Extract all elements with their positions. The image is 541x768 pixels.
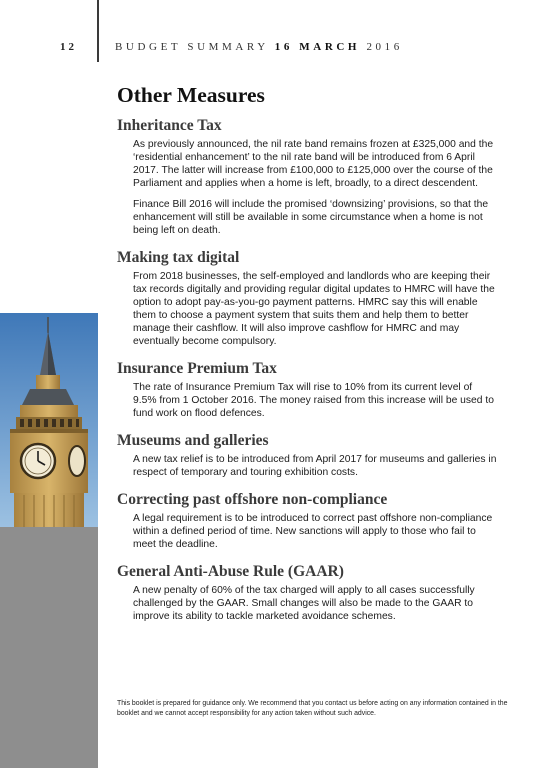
section-gaar [117,562,497,623]
section-inheritance-tax [117,116,497,237]
section-museums-and-galleries [117,431,497,479]
section-paragraph: From 2018 businesses, the self-employed and landlords who are keeping their tax records digitally and providing regular digital updates to HMRC will have the option to adopt pay-as-you-go payment patterns. HMRC say this will enable them to choose a payment system that suits them and help them to better manage their cashflow. It will also improve cashflow for HMRC and may eventually become compulsory. [133,271,495,347]
disclaimer: This booklet is prepared for guidance only. We recommend that you contact us before acting on any information contained in the booklet and we cannot accept responsibility for any action taken without such advice. [117,700,508,717]
header-divider [97,0,99,62]
section-paragraph: A new penalty of 60% of the tax charged will apply to all cases successfully challenged by the GAAR. Small changes will also be made to the GAAR to improve its ability to tackle marketed avoidance schemes. [133,585,475,622]
section-heading: Museums and galleries [117,432,269,449]
running-header-date: 16 MARCH [274,41,361,53]
side-panel [0,527,98,768]
running-header-year: 2016 [366,41,403,53]
section-heading: Insurance Premium Tax [117,360,277,377]
section-heading: General Anti-Abuse Rule (GAAR) [117,563,344,580]
running-header-title: BUDGET SUMMARY [115,41,269,53]
big-ben-photo [0,313,98,527]
section-paragraph: Finance Bill 2016 will include the promised ‘downsizing’ provisions, so that the enhancement will still be available in some circumstance when a home is not being left on death. [133,199,489,236]
section-paragraph: As previously announced, the nil rate band remains frozen at £325,000 and the ‘residential enhancement’ to the nil rate band will be introduced from 6 April 2017. The latter will increase from £100,000 to £125,000 over the course of the Parliament and applies when a home is left, broadly, to a direct descendent. [133,139,494,189]
section-paragraph: A new tax relief is to be introduced from April 2017 for museums and galleries in respect of temporary and touring exhibition costs. [133,454,497,478]
section-offshore-non-compliance [117,490,497,551]
section-paragraph: A legal requirement is to be introduced to correct past offshore non-compliance within a defined period of time. New sanctions will apply to those who fail to meet the deadline. [133,513,493,550]
section-paragraph: The rate of Insurance Premium Tax will rise to 10% from its current level of 9.5% from 1 October 2016. The money raised from this increase will be used to fund work on flood defences. [133,382,494,419]
section-heading: Making tax digital [117,249,240,266]
section-heading: Inheritance Tax [117,117,222,134]
page-title: Other Measures [117,83,265,107]
section-making-tax-digital [117,248,497,348]
main-content [117,82,497,634]
page-number: 12 [60,41,77,53]
section-heading: Correcting past offshore non-compliance [117,491,388,508]
section-insurance-premium-tax [117,359,497,420]
running-header [115,41,403,53]
